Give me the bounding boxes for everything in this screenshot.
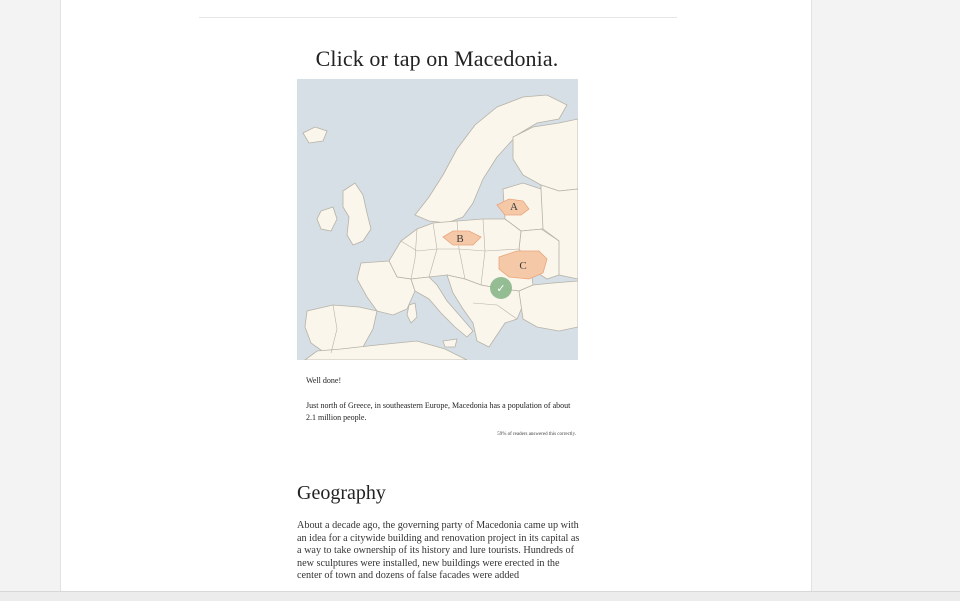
europe-map[interactable]	[297, 79, 578, 360]
answer-feedback	[297, 360, 578, 444]
top-divider	[199, 17, 677, 18]
check-icon: ✓	[496, 282, 506, 295]
feedback-headline: Well done!	[306, 376, 342, 385]
quiz-question: Click or tap on Macedonia.	[315, 46, 559, 71]
correct-answer-marker	[490, 277, 512, 299]
feedback-body: Just north of Greece, in southeastern Europe, Macedonia has a population of about 2.1 million people.	[306, 401, 571, 422]
choice-a-label: A	[510, 201, 518, 213]
choice-b-label: B	[456, 233, 464, 245]
choice-c-label: C	[519, 260, 527, 272]
article-page	[60, 0, 812, 600]
article-paragraph: About a decade ago, the governing party of Macedonia came up with an idea for a citywide building and renovation project in its capital as a way to take ownership of its history and lure tourists. Hundreds of new sculptures were installed, new buildings were erected in the center of town and dozens of false facades were added	[297, 520, 580, 582]
section-heading: Geography	[297, 482, 386, 504]
feedback-stat: 59% of readers answered this correctly.	[497, 432, 576, 437]
